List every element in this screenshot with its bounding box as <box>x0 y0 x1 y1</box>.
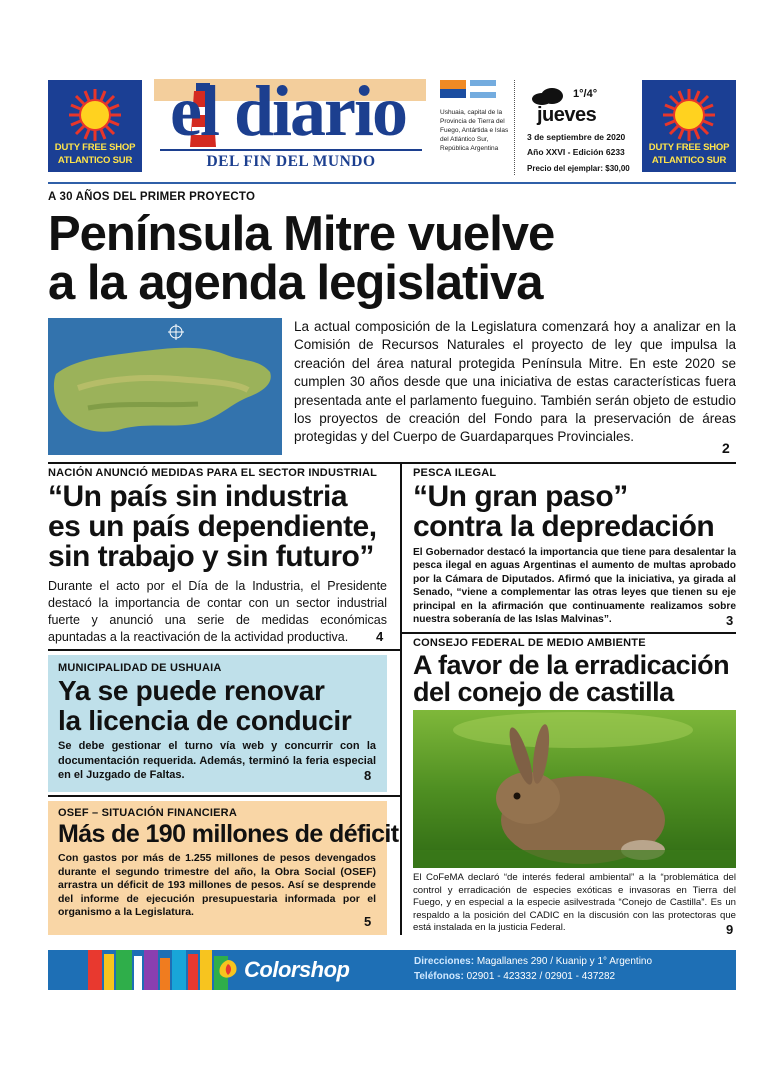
conejo-headline[interactable]: A favor de la erradicación <box>413 650 730 680</box>
lead-headline[interactable]: a la agenda legislativa <box>48 256 543 310</box>
page-reference: 9 <box>726 922 734 937</box>
weekday: jueves <box>537 104 597 126</box>
issue-price: Precio del ejemplar: $30,00 <box>527 164 630 173</box>
duty-free-ad-left[interactable] <box>48 80 142 172</box>
section-divider <box>48 649 400 651</box>
osef-body: Con gastos por más de 1.255 millones de pesos devengados durante el segundo trimestre del año, la Obra Social (OSEF) arrastra un déficit de 193 millones de pesos. Así se desprende del informe de ejecución presupuestaria informada por el organismo a la Legislatura. <box>58 852 376 919</box>
page-reference: 2 <box>722 440 730 456</box>
conejo-headline[interactable]: del conejo de castilla <box>413 677 674 707</box>
page-reference: 5 <box>364 914 372 929</box>
colorshop-ad[interactable] <box>48 950 736 990</box>
duty-free-ad-right[interactable] <box>642 80 736 172</box>
licencia-headline[interactable]: la licencia de conducir <box>58 705 352 736</box>
conejo-kicker: CONSEJO FEDERAL DE MEDIO AMBIENTE <box>413 637 646 649</box>
pesca-body: El Gobernador destacó la importancia que tiene para desalentar la pesca ilegal en aguas Argentinas el aumento de multas aprobado por la Cámara de Diputados. Afirmó que la iniciativa, ya girada al Senado, “viene a complementar las otras leyes que tienen su eje principal en la afirmación que continuamente realizamos sobre nuestra soberanía de las Islas Malvinas”. <box>413 547 736 626</box>
location-text: Ushuaia, capital de la Provincia de Tierra del Fuego, Antártida e Islas del Atlántico Sur, República Argentina <box>440 109 509 152</box>
ad-phones: Teléfonos: 02901 - 423332 / 02901 - 437282 <box>414 971 616 982</box>
cloud-icon <box>530 86 566 106</box>
page-reference: 3 <box>726 613 734 628</box>
section-divider <box>48 795 400 797</box>
pesca-kicker: PESCA ILEGAL <box>413 467 497 479</box>
lead-headline[interactable]: Península Mitre vuelve <box>48 207 555 261</box>
osef-kicker: OSEF – SITUACIÓN FINANCIERA <box>58 807 237 819</box>
temperature: 1°/4° <box>573 88 598 100</box>
lead-body: La actual composición de la Legislatura comenzará hoy a analizar en la Comisión de Recursos Naturales el proyecto de ley que impulsa la creación del área natural protegida Península Mitre. En este 2020 se cumplen 30 años desde que una iniciativa de estas características fuera presentada ante el parlamento fueguino. También serán objeto de estudio los proyectos de creación del Fondo para la preservación de áreas protegidas y del Cuerpo de Guardaparques Provinciales. <box>294 319 736 445</box>
pesca-headline[interactable]: “Un gran paso” <box>413 480 628 513</box>
logo-wordmark: el diario <box>170 71 406 151</box>
industria-kicker: NACIÓN ANUNCIÓ MEDIDAS PARA EL SECTOR INDUSTRIAL <box>48 467 378 479</box>
rabbit-photo[interactable] <box>413 710 736 868</box>
edition-number: Año XXVI - Edición 6233 <box>527 147 625 157</box>
page-reference: 8 <box>364 768 372 783</box>
sun-icon <box>662 88 716 142</box>
argentina-flag-icon <box>470 80 496 98</box>
colorshop-brand: Colorshop <box>244 957 350 982</box>
ad-text: DUTY FREE SHOP <box>54 142 136 153</box>
tdf-flag-icon <box>440 80 466 98</box>
masthead-logo[interactable] <box>154 71 426 173</box>
header-divider <box>514 80 515 175</box>
issue-date: 3 de septiembre de 2020 <box>527 132 626 142</box>
colorshop-logo-icon <box>216 958 240 982</box>
industria-headline[interactable]: sin trabajo y sin futuro” <box>48 540 374 573</box>
ad-text: DUTY FREE SHOP <box>648 142 730 153</box>
ad-text: ATLANTICO SUR <box>651 155 727 166</box>
licencia-body: Se debe gestionar el turno vía web y concurrir con la documentación requerida. Además, terminó la feria especial en el Juzgado de Faltas. <box>58 740 376 781</box>
licencia-headline[interactable]: Ya se puede renovar <box>58 675 325 706</box>
osef-headline[interactable]: Más de 190 millones de déficit <box>58 820 399 848</box>
header-rule <box>48 182 736 184</box>
lead-kicker: A 30 AÑOS DEL PRIMER PROYECTO <box>48 191 256 203</box>
conejo-body: El CoFeMA declaró “de interés federal ambiental” a la “problemática del control y erradicación de especies exóticas e invasoras en Tierra del Fuego, y en especial a la especie asilvestrada “Conejo de Castilla”. Es un respaldo a la posición del CADIC en la discusión con las protectoras que está instalada en la justicia Federal. <box>413 872 736 934</box>
industria-headline[interactable]: “Un país sin industria <box>48 480 348 513</box>
section-divider <box>48 462 736 464</box>
page-reference: 4 <box>376 629 384 644</box>
section-divider <box>400 632 736 634</box>
industria-headline[interactable]: es un país dependiente, <box>48 510 377 543</box>
ad-address: Direcciones: Magallanes 290 / Kuanip y 1° Argentino <box>414 956 653 967</box>
ad-text: ATLANTICO SUR <box>57 155 133 166</box>
pesca-headline[interactable]: contra la depredación <box>413 510 715 543</box>
column-divider <box>400 462 402 935</box>
licencia-kicker: MUNICIPALIDAD DE USHUAIA <box>58 662 222 674</box>
sun-icon <box>68 88 122 142</box>
logo-subtitle: DEL FIN DEL MUNDO <box>160 149 422 171</box>
industria-body: Durante el acto por el Día de la Industria, el Presidente destacó la importancia de contar con un sector industrial fuerte y anunció una serie de medidas económicas apuntadas a la reactivación de la actividad productiva. <box>48 579 387 644</box>
peninsula-map-image[interactable] <box>48 318 282 455</box>
